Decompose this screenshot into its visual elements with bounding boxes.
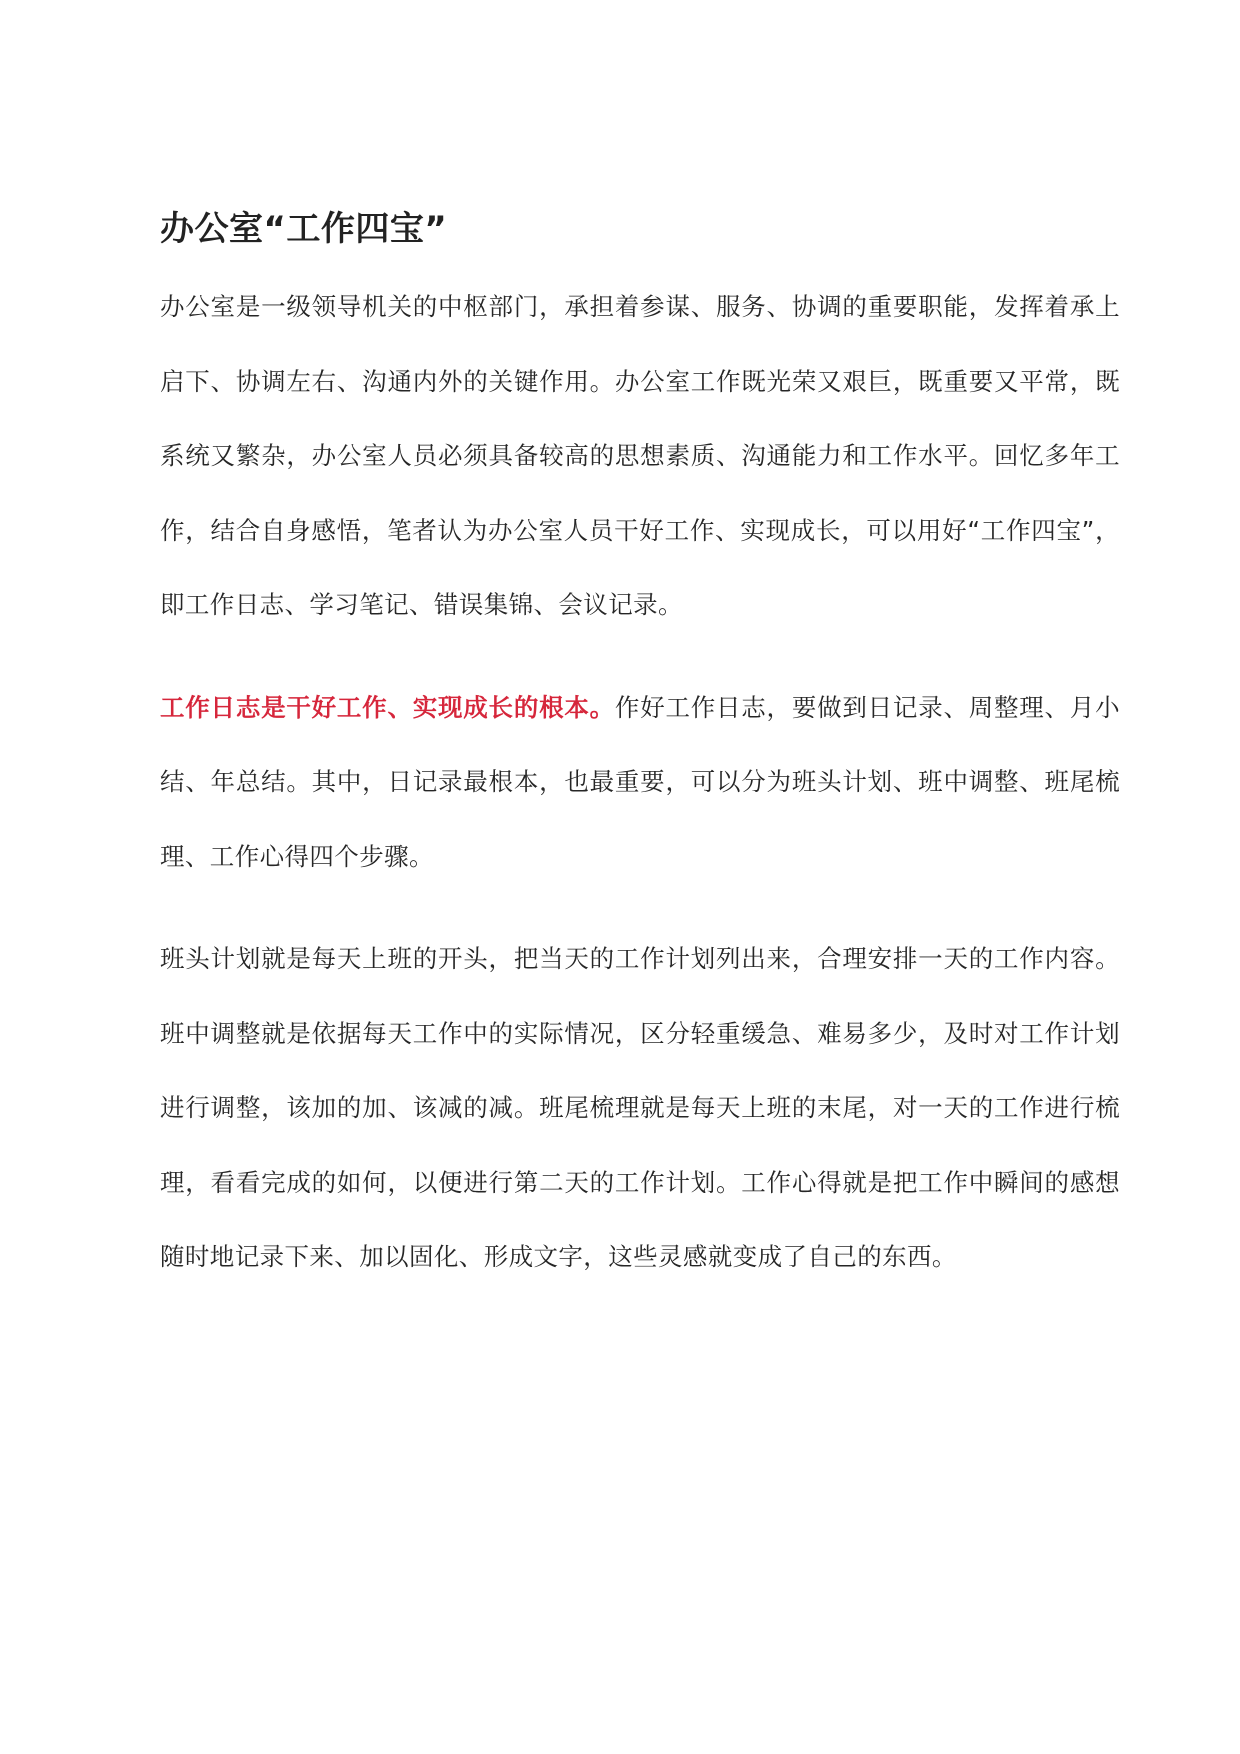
daily-steps-paragraph: 班头计划就是每天上班的开头，把当天的工作计划列出来，合理安排一天的工作内容。班中调整就是依据每天工作中的实际情况，区分轻重缓急、难易多少，及时对工作计划进行调整，该加的加、该减的减。班尾梳理就是每天上班的末尾，对一天的工作进行梳理，看看完成的如何，以便进行第二天的工作计划。工作心得就是把工作中瞬间的感想随时地记录下来、加以固化、形成文字，这些灵感就变成了自己的东西。: [160, 944, 1120, 1271]
work-log-body: 作好工作日志，要做到日记录、周整理、月小结、年总结。其中，日记录最根本，也最重要，可以分为班头计划、班中调整、班尾梳理、工作心得四个步骤。: [160, 692, 1121, 871]
page-title: 办公室“工作四宝”: [160, 209, 448, 249]
work-log-highlight: 工作日志是干好工作、实现成长的根本。: [160, 692, 615, 722]
document-page: [160, 196, 1120, 1295]
intro-paragraph: 办公室是一级领导机关的中枢部门，承担着参谋、服务、协调的重要职能，发挥着承上启下、协调左右、沟通内外的关键作用。办公室工作既光荣又艰巨，既重要又平常，既系统又繁杂，办公室人员必须具备较高的思想素质、沟通能力和工作水平。回忆多年工作，结合自身感悟，笔者认为办公室人员干好工作、实现成长，可以用好“工作四宝”，即工作日志、学习笔记、错误集锦、会议记录。: [160, 292, 1120, 619]
work-log-paragraph: [160, 671, 1120, 895]
